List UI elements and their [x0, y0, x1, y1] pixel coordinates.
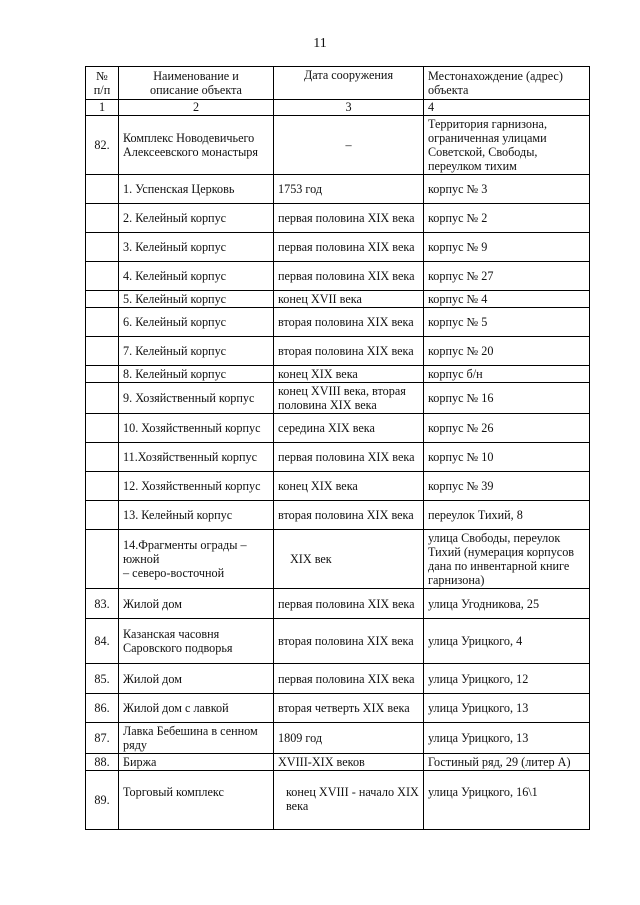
construction-date: вторая половина XIX века — [274, 501, 424, 530]
row-number — [86, 530, 119, 589]
object-name: Казанская часовня Саровского подворья — [119, 619, 274, 664]
construction-date: XVIII-XIX веков — [274, 754, 424, 771]
object-name: 3. Келейный корпус — [119, 233, 274, 262]
construction-date: конец XIX века — [274, 366, 424, 383]
index-cell: 3 — [274, 100, 424, 116]
row-number — [86, 308, 119, 337]
construction-date: конец XVIII - начало XIX века — [274, 771, 424, 830]
object-location: корпус б/н — [424, 366, 590, 383]
row-number: 89. — [86, 771, 119, 830]
row-number — [86, 472, 119, 501]
object-location: корпус № 9 — [424, 233, 590, 262]
index-cell: 4 — [424, 100, 590, 116]
construction-date: первая половина XIX века — [274, 262, 424, 291]
row-number: 87. — [86, 723, 119, 754]
row-number: 83. — [86, 589, 119, 619]
construction-date: первая половина XIX века — [274, 443, 424, 472]
object-name: 10. Хозяйственный корпус — [119, 414, 274, 443]
object-name: 1. Успенская Церковь — [119, 175, 274, 204]
object-name: 7. Келейный корпус — [119, 337, 274, 366]
object-name: 8. Келейный корпус — [119, 366, 274, 383]
table-row — [86, 116, 590, 175]
row-number — [86, 175, 119, 204]
row-number — [86, 414, 119, 443]
object-name: Биржа — [119, 754, 274, 771]
row-number — [86, 262, 119, 291]
index-cell: 2 — [119, 100, 274, 116]
object-location: улица Урицкого, 12 — [424, 664, 590, 694]
construction-date: первая половина XIX века — [274, 664, 424, 694]
table-row — [86, 366, 590, 383]
index-cell: 1 — [86, 100, 119, 116]
row-number — [86, 443, 119, 472]
table-row — [86, 472, 590, 501]
construction-date: конец XVII века — [274, 291, 424, 308]
row-number: 86. — [86, 694, 119, 723]
row-number — [86, 337, 119, 366]
object-name: 12. Хозяйственный корпус — [119, 472, 274, 501]
construction-date: – — [274, 116, 424, 175]
object-name: Комплекс Новодевичьего Алексеевского монастыря — [119, 116, 274, 175]
object-location: корпус № 16 — [424, 383, 590, 414]
row-number: 88. — [86, 754, 119, 771]
construction-date: первая половина XIX века — [274, 204, 424, 233]
index-row — [86, 100, 590, 116]
table-row — [86, 233, 590, 262]
header-date: Дата сооружения — [274, 67, 424, 100]
object-location: Территория гарнизона, ограниченная улицами Советской, Свободы, переулком тихим — [424, 116, 590, 175]
object-location: корпус № 5 — [424, 308, 590, 337]
header-row — [86, 67, 590, 100]
row-number — [86, 291, 119, 308]
construction-date: первая половина XIX века — [274, 233, 424, 262]
object-name: 6. Келейный корпус — [119, 308, 274, 337]
object-location: корпус № 2 — [424, 204, 590, 233]
object-location: улица Свободы, переулок Тихий (нумерация корпусов дана по инвентарной книге гарнизона) — [424, 530, 590, 589]
object-name: 2. Келейный корпус — [119, 204, 274, 233]
table-row — [86, 308, 590, 337]
header-location: Местонахождение (адрес) объекта — [424, 67, 590, 100]
table-row — [86, 619, 590, 664]
construction-date: XIX век — [274, 530, 424, 589]
header-num: № п/п — [86, 67, 119, 100]
construction-date: конец XVIII века, вторая половина XIX века — [274, 383, 424, 414]
object-location: корпус № 39 — [424, 472, 590, 501]
table-row — [86, 754, 590, 771]
table-row — [86, 443, 590, 472]
table-row — [86, 291, 590, 308]
construction-date: конец XIX века — [274, 472, 424, 501]
object-location: улица Урицкого, 16\1 — [424, 771, 590, 830]
object-name: 14.Фрагменты ограды – южной – северо-восточной — [119, 530, 274, 589]
table-row — [86, 337, 590, 366]
row-number: 82. — [86, 116, 119, 175]
row-number — [86, 383, 119, 414]
construction-date: вторая половина XIX века — [274, 337, 424, 366]
object-name: Жилой дом с лавкой — [119, 694, 274, 723]
row-number — [86, 204, 119, 233]
object-name: 13. Келейный корпус — [119, 501, 274, 530]
table-row — [86, 771, 590, 830]
construction-date: 1809 год — [274, 723, 424, 754]
construction-date: вторая половина XIX века — [274, 619, 424, 664]
heritage-objects-table — [85, 66, 590, 830]
table-row — [86, 204, 590, 233]
table-row — [86, 414, 590, 443]
object-location: улица Урицкого, 4 — [424, 619, 590, 664]
construction-date: вторая половина XIX века — [274, 308, 424, 337]
object-location: улица Угодникова, 25 — [424, 589, 590, 619]
construction-date: первая половина XIX века — [274, 589, 424, 619]
row-number — [86, 501, 119, 530]
table-row — [86, 383, 590, 414]
row-number: 85. — [86, 664, 119, 694]
table-row — [86, 530, 590, 589]
object-name: Жилой дом — [119, 589, 274, 619]
object-name: 11.Хозяйственный корпус — [119, 443, 274, 472]
object-location: улица Урицкого, 13 — [424, 694, 590, 723]
object-location: корпус № 26 — [424, 414, 590, 443]
object-name: 5. Келейный корпус — [119, 291, 274, 308]
table-row — [86, 175, 590, 204]
row-number — [86, 366, 119, 383]
construction-date: 1753 год — [274, 175, 424, 204]
object-location: корпус № 27 — [424, 262, 590, 291]
object-location: корпус № 10 — [424, 443, 590, 472]
object-location: корпус № 3 — [424, 175, 590, 204]
object-location: корпус № 20 — [424, 337, 590, 366]
row-number — [86, 233, 119, 262]
construction-date: вторая четверть XIX века — [274, 694, 424, 723]
object-name: Жилой дом — [119, 664, 274, 694]
object-name: 4. Келейный корпус — [119, 262, 274, 291]
object-location: улица Урицкого, 13 — [424, 723, 590, 754]
object-name: Лавка Бебешина в сенном ряду — [119, 723, 274, 754]
object-location: Гостиный ряд, 29 (литер А) — [424, 754, 590, 771]
table-row — [86, 501, 590, 530]
object-location: корпус № 4 — [424, 291, 590, 308]
object-name: 9. Хозяйственный корпус — [119, 383, 274, 414]
table-row — [86, 589, 590, 619]
header-name: Наименование и описание объекта — [119, 67, 274, 100]
table-row — [86, 262, 590, 291]
page-number: 11 — [313, 36, 327, 51]
construction-date: середина XIX века — [274, 414, 424, 443]
object-location: переулок Тихий, 8 — [424, 501, 590, 530]
object-name: Торговый комплекс — [119, 771, 274, 830]
table-row — [86, 723, 590, 754]
table-row — [86, 664, 590, 694]
table-row — [86, 694, 590, 723]
row-number: 84. — [86, 619, 119, 664]
